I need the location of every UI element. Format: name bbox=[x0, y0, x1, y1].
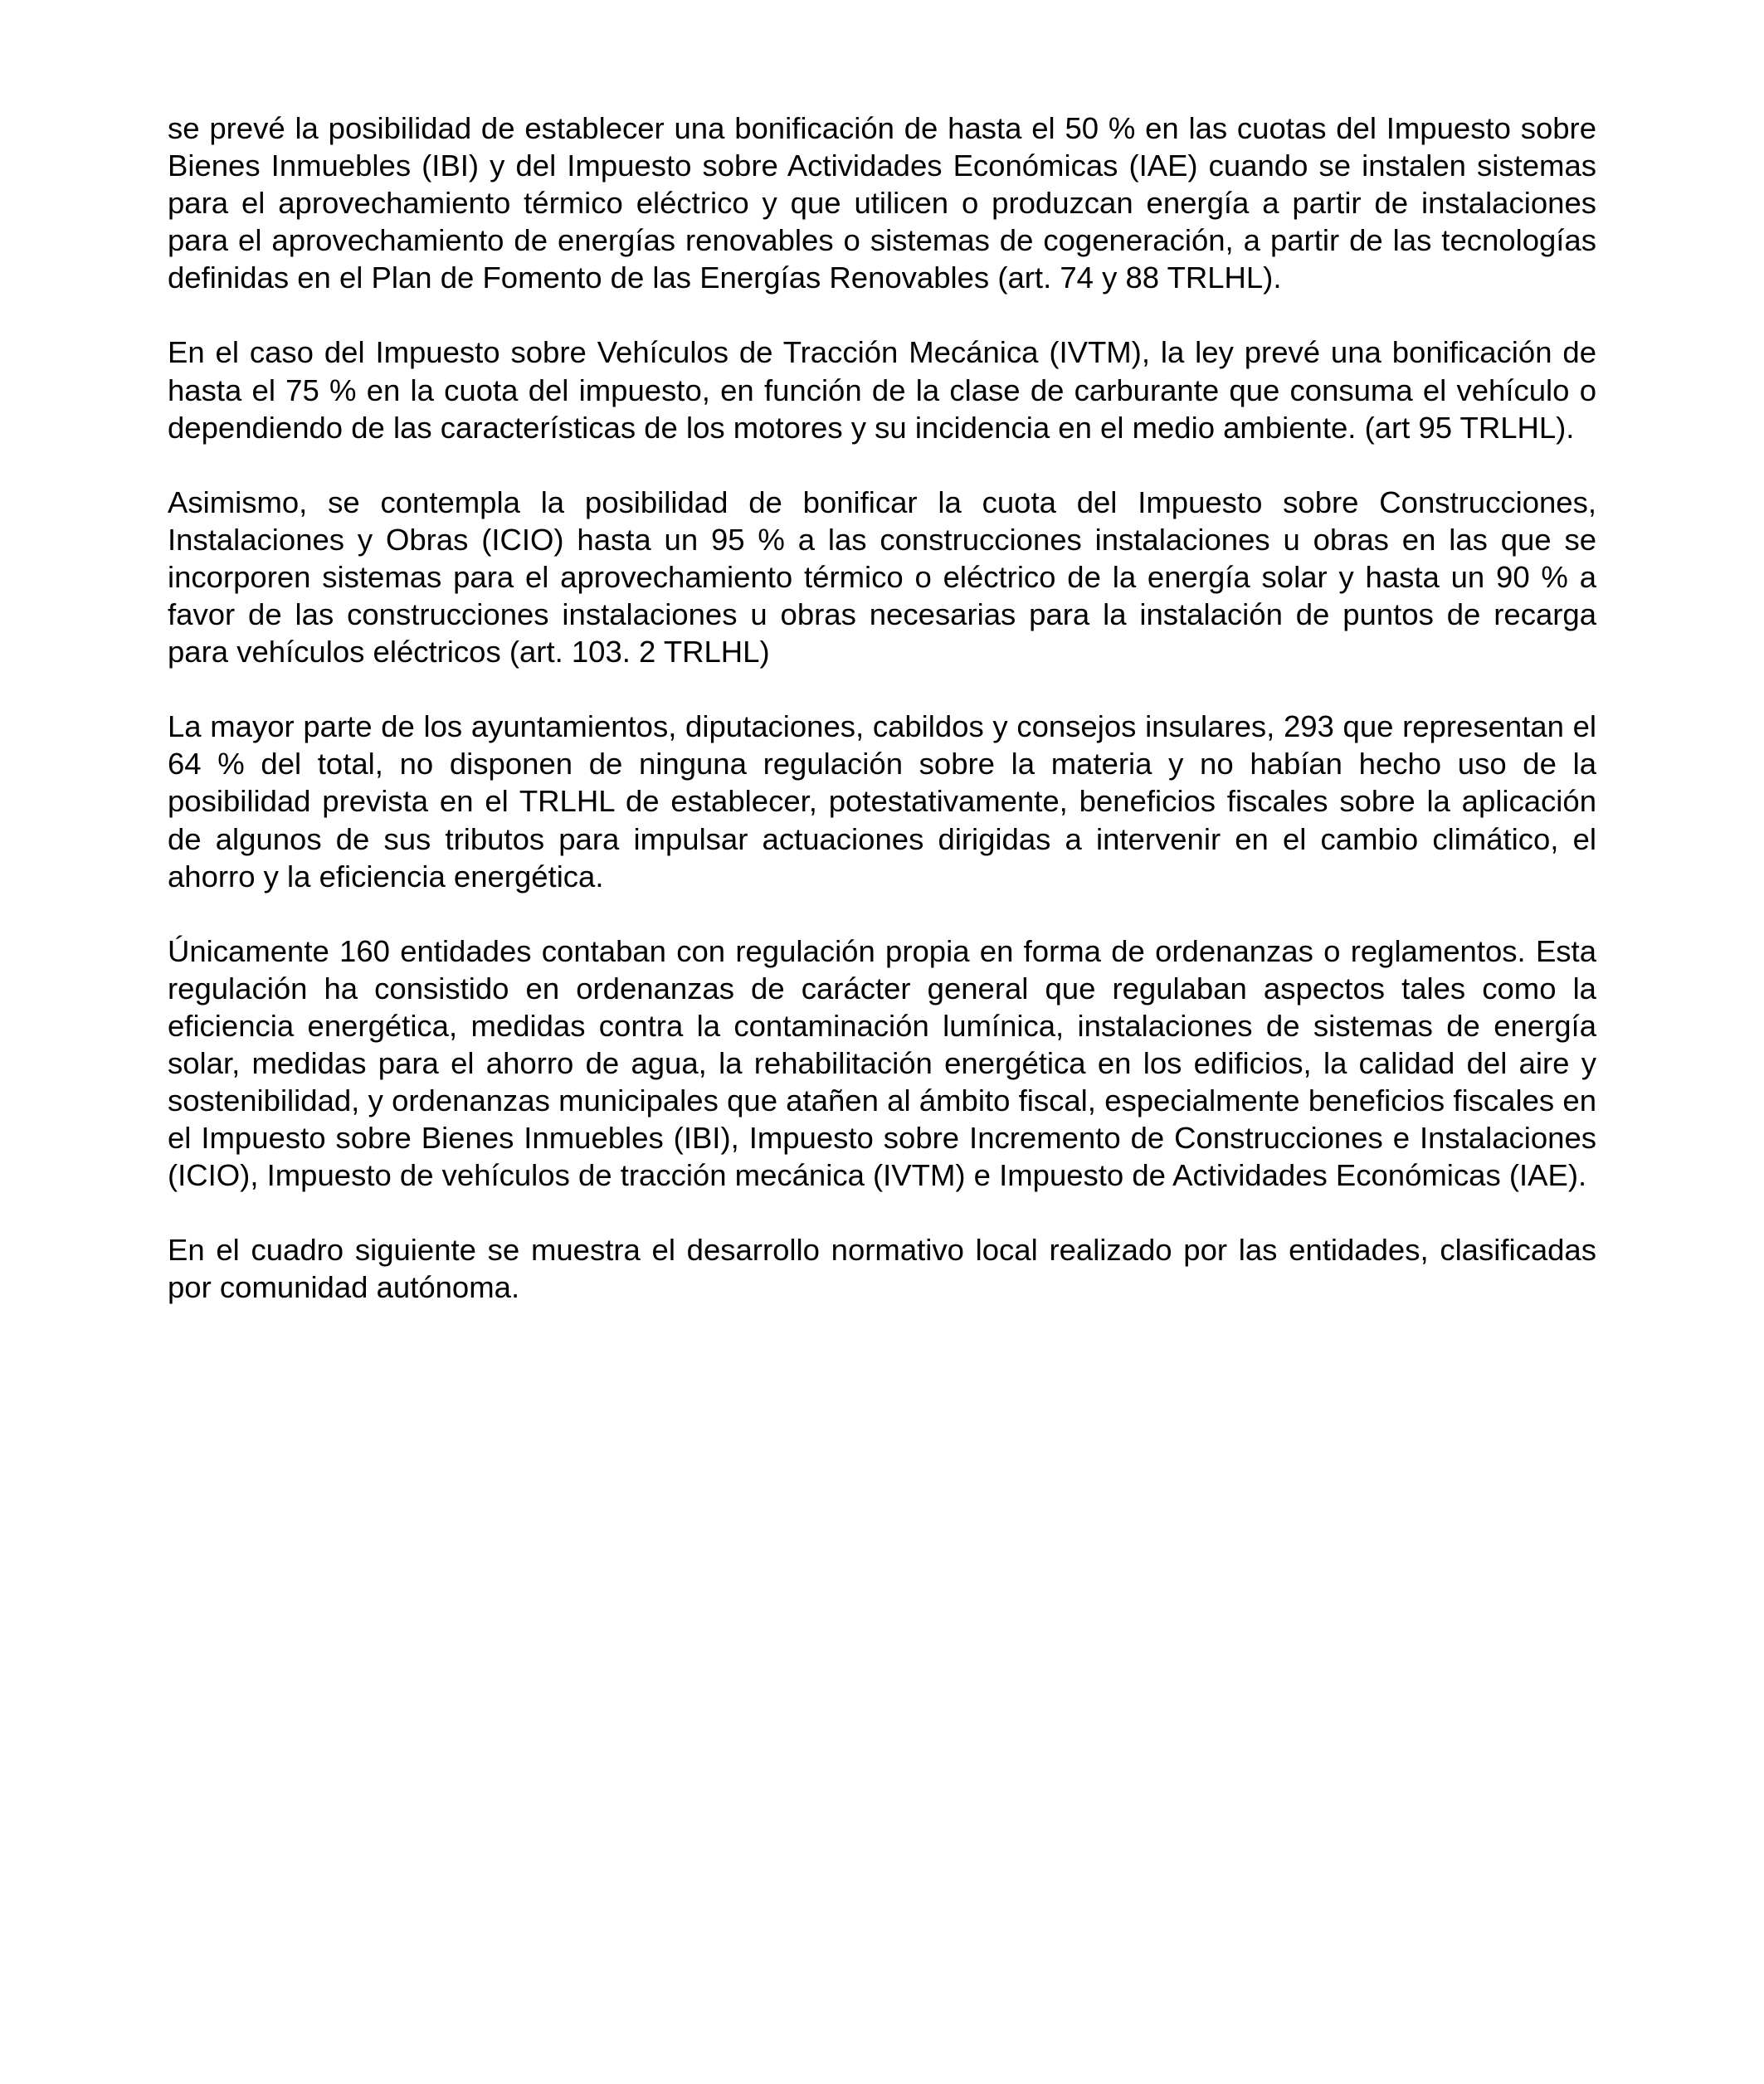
paragraph-cuadro-siguiente: En el cuadro siguiente se muestra el desarrollo normativo local realizado por las entidades, clasificadas por comunidad autónoma. bbox=[168, 1233, 1596, 1305]
paragraph-ivtm: En el caso del Impuesto sobre Vehículos de Tracción Mecánica (IVTM), la ley prevé una bonificación de hasta el 75 % en la cuota del impuesto, en función de la clase de carburante que consuma el vehículo o dependiendo de las características de los motores y su incidencia en el medio ambiente. (art 95 TRLHL). bbox=[168, 335, 1596, 445]
paragraph-icio: Asimismo, se contempla la posibilidad de bonificar la cuota del Impuesto sobre Construcciones, Instalaciones y Obras (ICIO) hasta un 95 % a las construcciones instalaciones u obras en las que se incorporen sistemas para el aprovechamiento térmico o eléctrico de la energía solar y hasta un 90 % a favor de las construcciones instalaciones u obras necesarias para la instalación de puntos de recarga para vehículos eléctricos (art. 103. 2 TRLHL) bbox=[168, 484, 1596, 670]
document-page bbox=[168, 110, 1596, 1344]
paragraph-bonificacion-ibi-iae: se prevé la posibilidad de establecer una bonificación de hasta el 50 % en las cuotas del Impuesto sobre Bienes Inmuebles (IBI) y del Impuesto sobre Actividades Económicas (IAE) cuando se instalen sistemas para el aprovechamiento térmico eléctrico y que utilicen o produzcan energía a partir de instalaciones para el aprovechamiento de energías renovables o sistemas de cogeneración, a partir de las tecnologías definidas en el Plan de Fomento de las Energías Renovables (art. 74 y 88 TRLHL). bbox=[168, 111, 1596, 295]
paragraph-sin-regulacion: La mayor parte de los ayuntamientos, diputaciones, cabildos y consejos insulares, 293 que representan el 64 % del total, no disponen de ninguna regulación sobre la materia y no habían hecho uso de la posibilidad prevista en el TRLHL de establecer, potestativamente, beneficios fiscales sobre la aplicación de algunos de sus tributos para impulsar actuaciones dirigidas a intervenir en el cambio climático, el ahorro y la eficiencia energética. bbox=[168, 709, 1596, 893]
paragraph-regulacion-propia: Únicamente 160 entidades contaban con regulación propia en forma de ordenanzas o reglamentos. Esta regulación ha consistido en ordenanzas de carácter general que regulaban aspectos tales como la eficiencia energética, medidas contra la contaminación lumínica, instalaciones de sistemas de energía solar, medidas para el ahorro de agua, la rehabilitación energética en los edificios, la calidad del aire y sostenibilidad, y ordenanzas municipales que atañen al ámbito fiscal, especialmente beneficios fiscales en el Impuesto sobre Bienes Inmuebles (IBI), Impuesto sobre Incremento de Construcciones e Instalaciones (ICIO), Impuesto de vehículos de tracción mecánica (IVTM) e Impuesto de Actividades Económicas (IAE). bbox=[168, 933, 1596, 1193]
